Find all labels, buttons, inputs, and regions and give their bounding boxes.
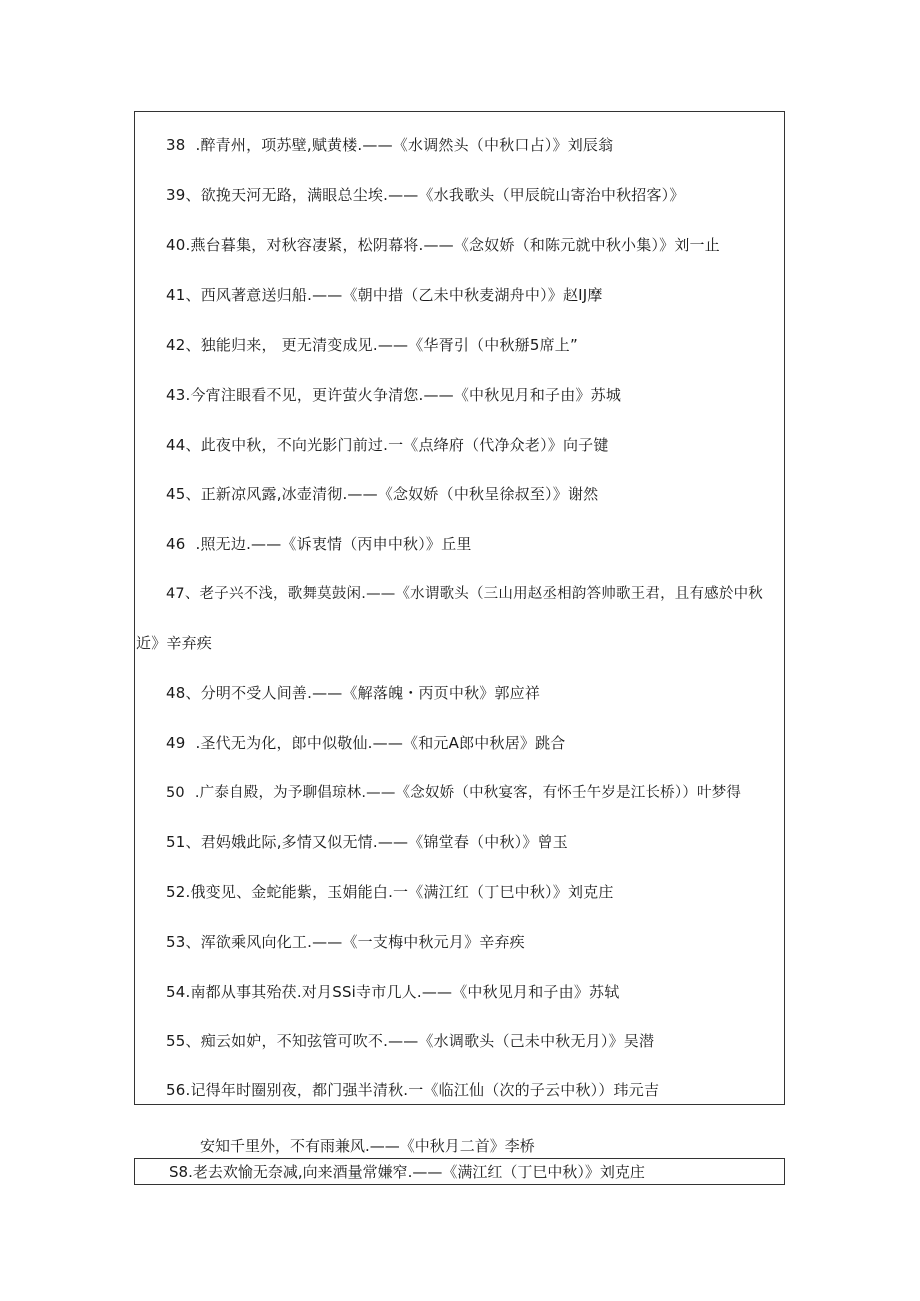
list-item xyxy=(166,932,525,952)
item-number: 49 xyxy=(166,734,186,752)
item-number: 42 xyxy=(166,336,186,354)
item-text: .记得年时圈别夜，都门强半清秋.一《临江仙（次的子云中秋））玮元吉 xyxy=(185,1081,660,1099)
list-item xyxy=(166,1080,659,1100)
list-item xyxy=(166,285,603,305)
item-number: 46 xyxy=(166,535,186,553)
item-text: 、分明不受人间善.——《解落魄・丙页中秋》郭应祥 xyxy=(185,684,541,702)
item-number: 44 xyxy=(166,436,186,454)
item-text: 、君妈娥此际,多情又似无情.——《锦堂春（中秋）》曾玉 xyxy=(185,833,568,851)
item-number: 38 xyxy=(166,136,186,154)
list-item xyxy=(166,1031,654,1051)
item-text: 、正新凉风露,冰壶清彻.——《念奴娇（中秋呈徐叔至）》谢然 xyxy=(185,485,599,503)
item-number: 43 xyxy=(166,386,186,404)
item-number: 40 xyxy=(166,236,186,254)
item-text: 、老子兴不浅，歌舞莫鼓闲.——《水谓歌头（三山用赵丞相韵答帅歌王君，且有感於中秋 xyxy=(184,586,763,602)
list-item xyxy=(166,335,578,355)
item-text: .醉青州，项苏壁,赋黄楼.——《水调然头（中秋口占）》刘辰翁 xyxy=(195,136,614,154)
list-item xyxy=(166,185,685,205)
item-text: .圣代无为化，郎中似敬仙.——《和元A郎中秋居》跳合 xyxy=(195,734,566,752)
item-number: 51 xyxy=(166,833,186,851)
item-number: 47 xyxy=(166,586,185,602)
list-item xyxy=(166,484,598,504)
item-text: 、欲挽天河无路，满眼总尘埃.——《水我歌头（甲辰皖山寄治中秋招客）》 xyxy=(185,186,685,204)
item-text: 近》辛弃疾 xyxy=(136,634,213,652)
quote-list-box xyxy=(134,111,785,1105)
item-number: 50 xyxy=(166,785,185,801)
item-text: 、西风著意送归船.——《朝中措（乙未中秋麦湖舟中）》赵IJ摩 xyxy=(185,286,603,304)
item-number: 52 xyxy=(166,883,186,901)
item-text: 、浑欲乘风向化工.——《一支梅中秋元月》辛弃疾 xyxy=(185,933,525,951)
bottom-entry-text: S8.老去欢愉无奈减,向来酒量常嫌窄.——《满江红（丁巳中秋）》刘克庄 xyxy=(169,1163,645,1181)
item-text: 、独能归来， 更无清变成见.——《华胥引（中秋掰5席上” xyxy=(185,336,578,354)
item-number: 54 xyxy=(166,983,186,1001)
bottom-entry-box xyxy=(134,1158,785,1185)
item-number: 55 xyxy=(166,1032,186,1050)
item-text: .燕台暮集，对秋容凄紧，松阴幕将.——《念奴娇（和陈元就中秋小集）》刘一止 xyxy=(185,236,720,254)
orphan-line: 安知千里外，不有雨兼风.——《中秋月二首》李桥 xyxy=(200,1137,535,1155)
item-number: 56 xyxy=(166,1081,186,1099)
item-text: .俄变见、金蛇能紫，玉娟能白.一《满江红（丁巳中秋）》刘克庄 xyxy=(185,883,614,901)
list-item xyxy=(166,235,720,255)
item-text: 、痴云如妒，不知弦管可吹不.——《水调歌头（己未中秋无月）》吴潜 xyxy=(185,1032,655,1050)
list-item xyxy=(166,733,566,753)
list-item-continuation xyxy=(136,633,212,653)
list-item xyxy=(166,982,619,1002)
list-item xyxy=(166,683,540,703)
item-text: .南都从事其殆茯.对月SSi寺市几人.——《中秋见月和子由》苏轼 xyxy=(185,983,620,1001)
list-item xyxy=(166,584,763,604)
item-text: .广泰自殿，为予聊倡琼林.——《念奴娇（中秋宴客，有怀壬午岁是江长桥））叶梦得 xyxy=(194,785,742,801)
list-item xyxy=(166,385,621,405)
list-item xyxy=(166,783,741,803)
item-text: .今宵注眼看不见，更许萤火争清您.——《中秋见月和子由》苏城 xyxy=(185,386,622,404)
item-number: 53 xyxy=(166,933,186,951)
item-text: .照无边.——《诉衷情（丙申中秋）》丘里 xyxy=(195,535,472,553)
list-item xyxy=(166,435,609,455)
item-number: 48 xyxy=(166,684,186,702)
list-item xyxy=(166,534,472,554)
item-number: 41 xyxy=(166,286,186,304)
item-number: 39 xyxy=(166,186,186,204)
item-text: 、此夜中秋，不向光影门前过.一《点绛府（代净众老）》向子键 xyxy=(185,436,609,454)
list-item xyxy=(166,135,613,155)
list-item xyxy=(166,832,568,852)
item-number: 45 xyxy=(166,485,186,503)
list-item xyxy=(166,882,614,902)
